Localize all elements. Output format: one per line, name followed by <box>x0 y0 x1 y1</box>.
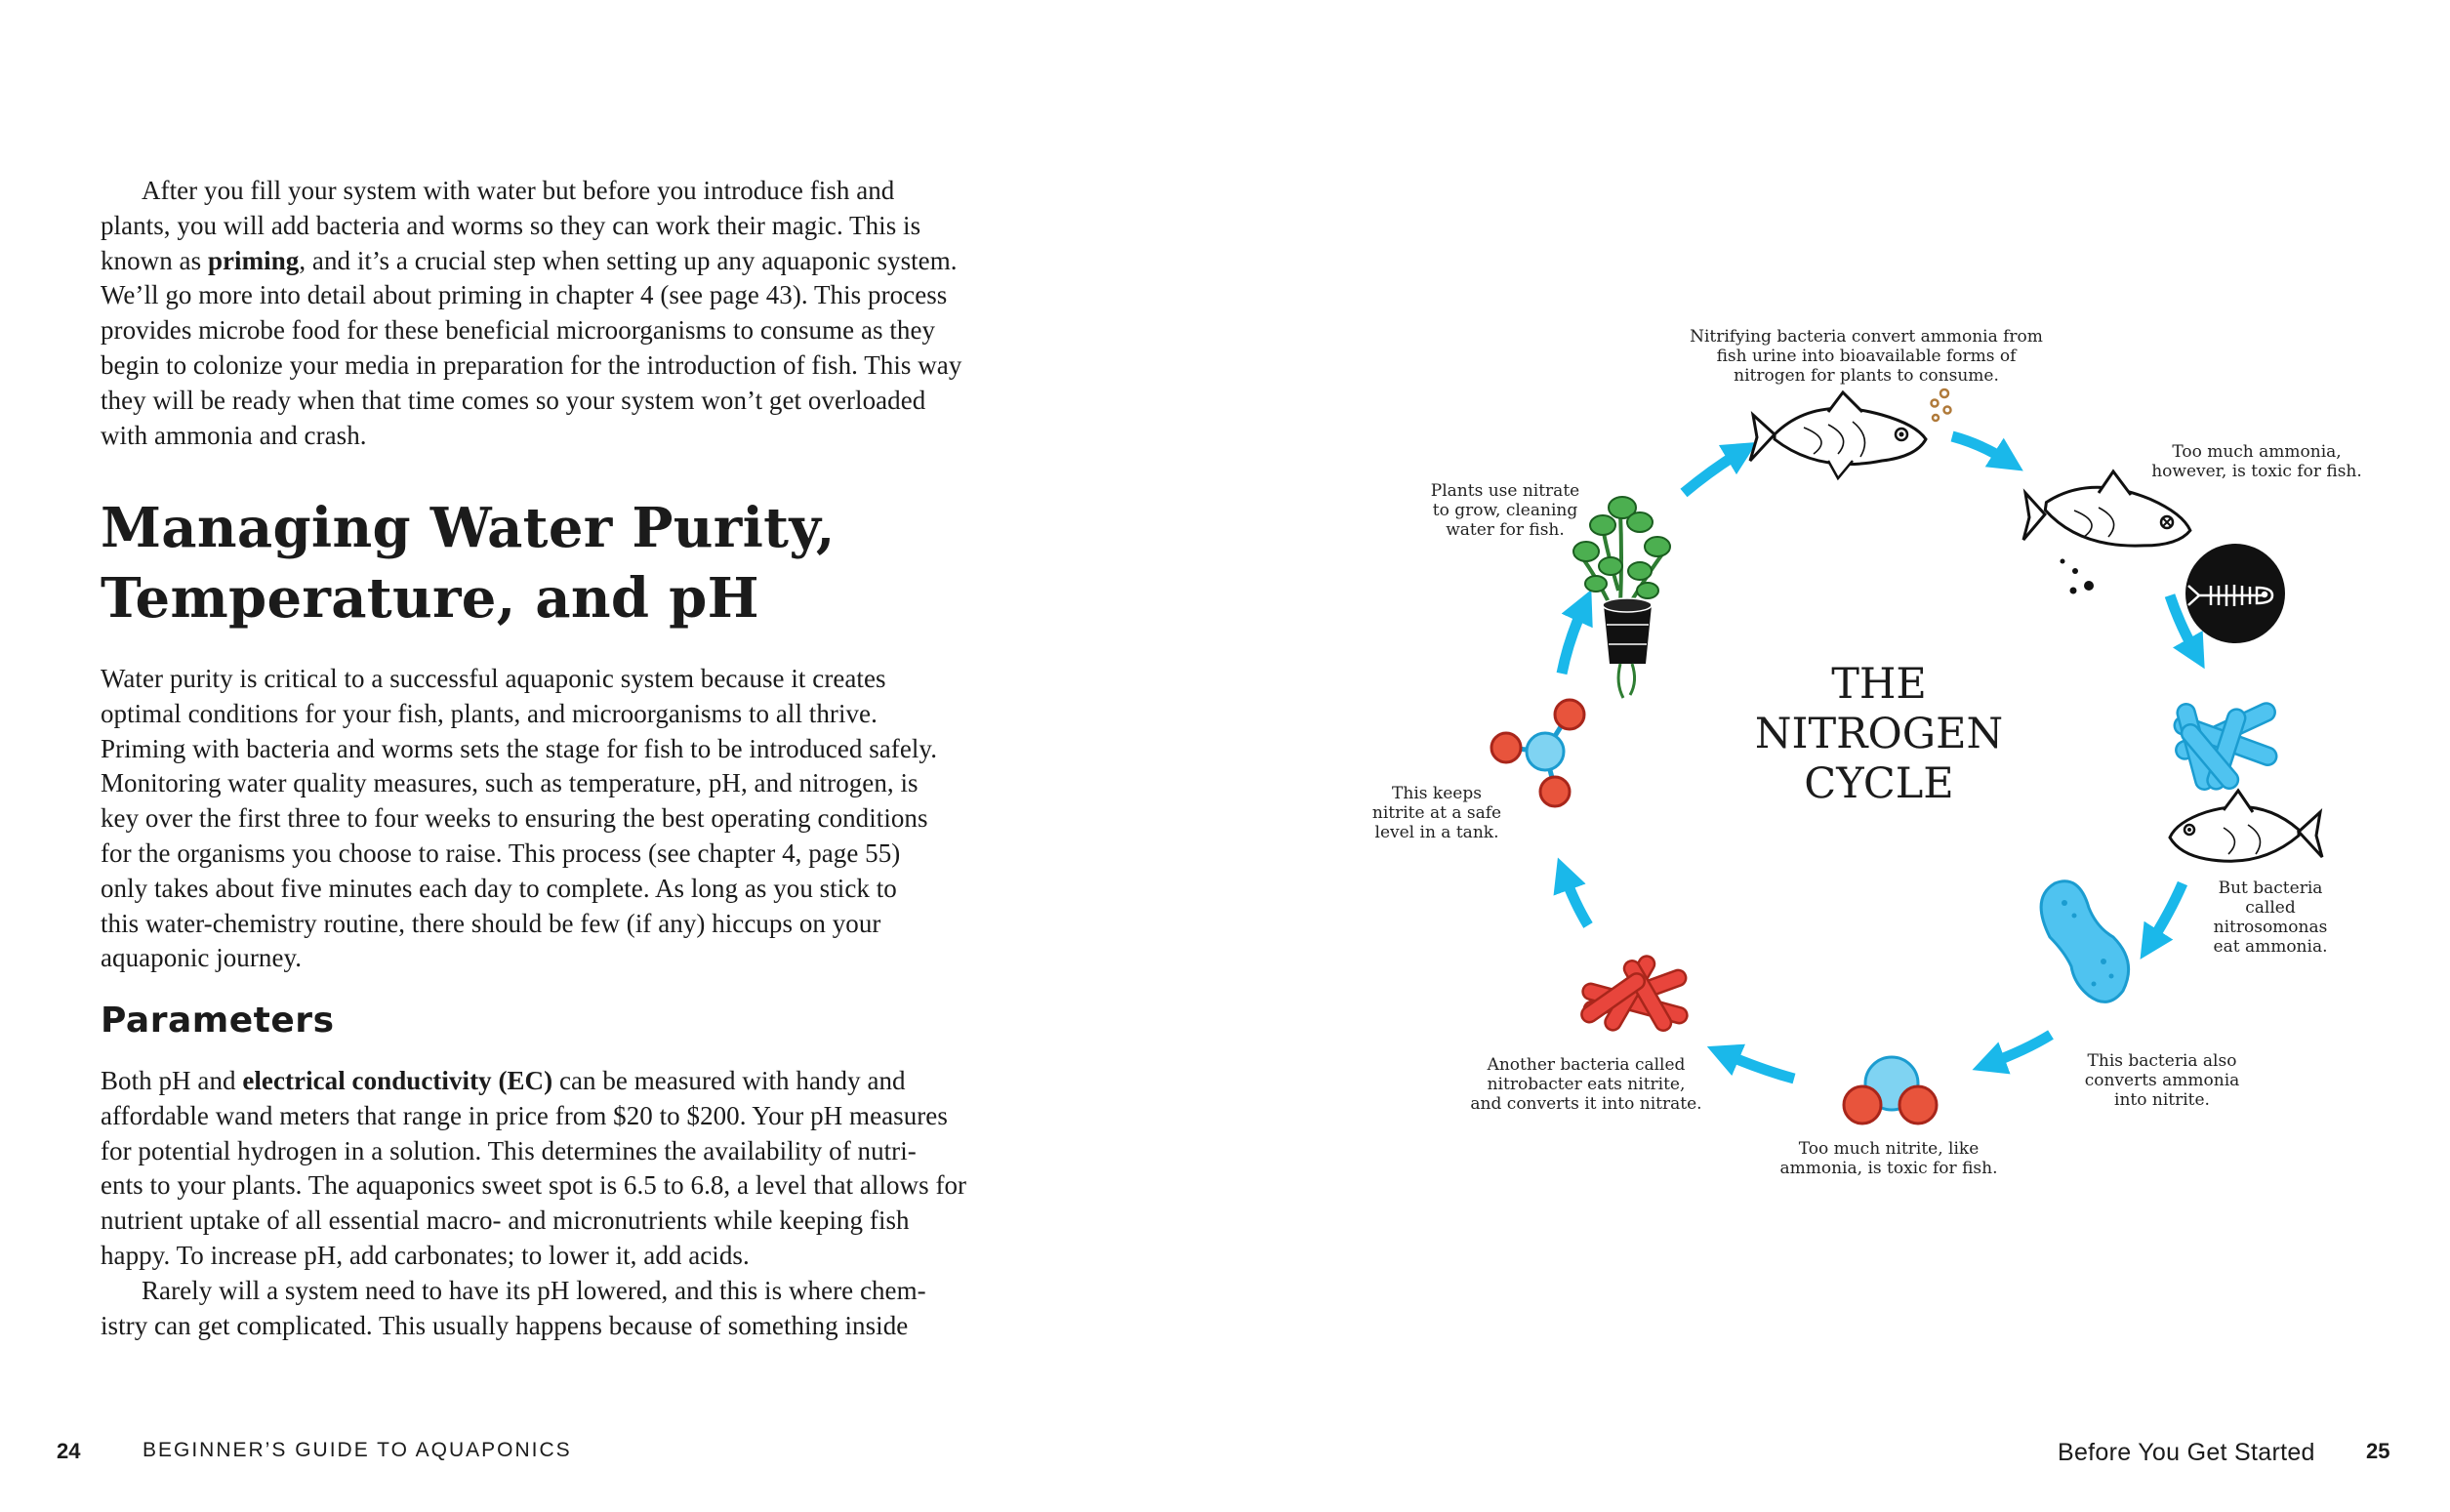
diagram-title-line: CYCLE <box>1804 759 1954 808</box>
arrow-to-nitrite <box>1988 1035 2051 1064</box>
text-line: can be measured with handy and <box>552 1066 906 1095</box>
caption-too-much-nitrite <box>1780 1139 1998 1178</box>
caption-line: But bacteria <box>2218 879 2323 898</box>
caption-line: to grow, cleaning <box>1432 501 1578 520</box>
running-chapter-title: Before You Get Started <box>2058 1439 2315 1466</box>
nitrobacter-icon <box>1578 954 1689 1034</box>
heading-line: Temperature, and pH <box>101 566 759 631</box>
arrow-fish-to-sick-fish <box>1952 436 2009 462</box>
nitrite-molecule-icon <box>1844 1057 1937 1124</box>
text-line: plants, you will add bacteria and worms so they can work their magic. This is <box>101 210 921 240</box>
diagram-title-line: NITROGEN <box>1754 710 2004 758</box>
text-line: begin to colonize your media in preparation for the introduction of fish. This way <box>101 349 962 380</box>
caption-line: This bacteria also <box>2087 1051 2237 1071</box>
diagram-title-line: THE <box>1831 660 1927 709</box>
caption-plants-use <box>1431 481 1579 540</box>
nitrate-molecule-icon <box>1491 700 1584 806</box>
caption-keeps-nitrite <box>1372 784 1501 842</box>
text-line: aquaponic journey. <box>101 943 303 973</box>
text-line: , and it’s a crucial step when setting up any aquaponic system. <box>299 245 958 275</box>
text-line: Rarely will a system need to have its pH lowered, and this is where chem- <box>142 1275 926 1305</box>
text-line: Both pH and <box>101 1066 243 1095</box>
text-line: known as <box>101 245 208 275</box>
text-line: nutrient uptake of all essential macro- and micronutrients while keeping fish <box>101 1206 910 1236</box>
text-line: for potential hydrogen in a solution. This determines the availability of nutri- <box>101 1135 917 1165</box>
caption-line: into nitrite. <box>2114 1090 2210 1110</box>
caption-line: Another bacteria called <box>1487 1055 1686 1075</box>
caption-line: water for fish. <box>1446 520 1565 540</box>
text-line: ents to your plants. The aquaponics sweet spot is 6.5 to 6.8, a level that allows for <box>101 1170 967 1201</box>
plant-icon <box>1573 497 1670 698</box>
arrow-to-plant <box>1562 605 1584 674</box>
text-line: affordable wand meters that range in price from $20 to $200. Your pH measures <box>101 1100 948 1130</box>
parameters-heading: Parameters <box>101 1001 335 1041</box>
diagram-title <box>1755 660 2003 808</box>
arrow-to-nitrobacter <box>1723 1053 1794 1079</box>
fish-skeleton-icon <box>2185 544 2285 643</box>
caption-converts <box>2085 1051 2240 1110</box>
caption-line: however, is toxic for fish. <box>2151 462 2362 481</box>
caption-line: called <box>2245 898 2296 918</box>
text-line: istry can get complicated. This usually happens because of something inside <box>101 1310 909 1340</box>
caption-line: Nitrifying bacteria convert ammonia from <box>1690 327 2043 347</box>
caption-line: ammonia, is toxic for fish. <box>1779 1159 1998 1178</box>
ammonia-dots-icon <box>2061 559 2095 594</box>
caption-line: fish urine into bioavailable forms of <box>1716 347 2017 366</box>
caption-line: level in a tank. <box>1374 823 1499 842</box>
text-line: provides microbe food for these beneficial microorganisms to consume as they <box>101 315 936 346</box>
text-line: Water purity is critical to a successful aquaponic system because it creates <box>101 664 886 693</box>
page-number-right: 25 <box>2366 1439 2390 1463</box>
caption-line: nitrite at a safe <box>1371 803 1502 823</box>
arrow-to-nitrosomonas <box>2149 883 2183 945</box>
waste-particles-icon <box>1932 389 1951 421</box>
intro-paragraph <box>101 174 1057 453</box>
caption-line: Plants use nitrate <box>1430 481 1580 501</box>
caption-line: Too much nitrite, like <box>1798 1139 1980 1159</box>
arrow-plant-to-fish <box>1684 451 1742 493</box>
priming-term: priming <box>207 245 300 275</box>
caption-nitrosomonas <box>2214 879 2328 957</box>
text-line: with ammonia and crash. <box>101 420 367 450</box>
nitrogen-cycle-diagram <box>1347 312 2382 1210</box>
arrow-to-nitrate <box>1564 874 1588 925</box>
healthy-fish-icon <box>2170 791 2322 861</box>
text-line: key over the first three to four weeks to ensuring the best operating conditions <box>101 803 928 834</box>
running-book-title: BEGINNER’S GUIDE TO AQUAPONICS <box>143 1439 572 1461</box>
nitrosomonas-icon <box>2041 881 2129 1002</box>
caption-nitrifying <box>1690 327 2043 386</box>
caption-line: nitrosomonas <box>2213 918 2328 937</box>
text-line: optimal conditions for your fish, plants, and microorganisms to all thrive. <box>101 698 878 728</box>
water-purity-paragraph <box>101 662 1057 976</box>
text-line: We’ll go more into detail about priming in chapter 4 (see page 43). This process <box>101 280 948 310</box>
heading-line: Managing Water Purity, <box>101 496 836 560</box>
params-text <box>101 1064 1057 1343</box>
intro-text <box>101 174 1057 453</box>
section-heading <box>101 493 979 633</box>
text-line: After you fill your system with water but before you introduce fish and <box>142 176 895 205</box>
sick-fish-icon <box>2023 471 2194 554</box>
blue-bacteria-icon <box>2172 701 2279 793</box>
caption-line: nitrogen for plants to consume. <box>1734 366 1999 386</box>
fish-icon <box>1750 392 1926 478</box>
text-line: this water-chemistry routine, there should be few (if any) hiccups on your <box>101 908 881 938</box>
caption-line: This keeps <box>1392 784 1482 803</box>
text-line: Monitoring water quality measures, such as temperature, pH, and nitrogen, is <box>101 768 919 798</box>
page-number-left: 24 <box>57 1439 81 1463</box>
caption-line: Too much ammonia, <box>2172 442 2342 462</box>
caption-line: converts ammonia <box>2084 1071 2240 1090</box>
text-line: they will be ready when that time comes so your system won’t get overloaded <box>101 385 926 415</box>
caption-too-much-ammonia <box>2151 442 2362 481</box>
text-line: happy. To increase pH, add carbonates; to lower it, add acids. <box>101 1240 750 1270</box>
caption-line: and converts it into nitrate. <box>1470 1094 1702 1114</box>
text-line: for the organisms you choose to raise. This process (see chapter 4, page 55) <box>101 838 901 868</box>
water-text <box>101 662 1057 976</box>
caption-line: eat ammonia. <box>2213 937 2328 957</box>
text-line: only takes about five minutes each day to complete. As long as you stick to <box>101 873 897 903</box>
caption-nitrobacter <box>1470 1055 1701 1114</box>
caption-line: nitrobacter eats nitrite, <box>1487 1075 1686 1094</box>
parameters-paragraph <box>101 1064 1057 1343</box>
ec-term: electrical conductivity (EC) <box>242 1066 553 1095</box>
text-line: Priming with bacteria and worms sets the stage for fish to be introduced safely. <box>101 733 938 763</box>
